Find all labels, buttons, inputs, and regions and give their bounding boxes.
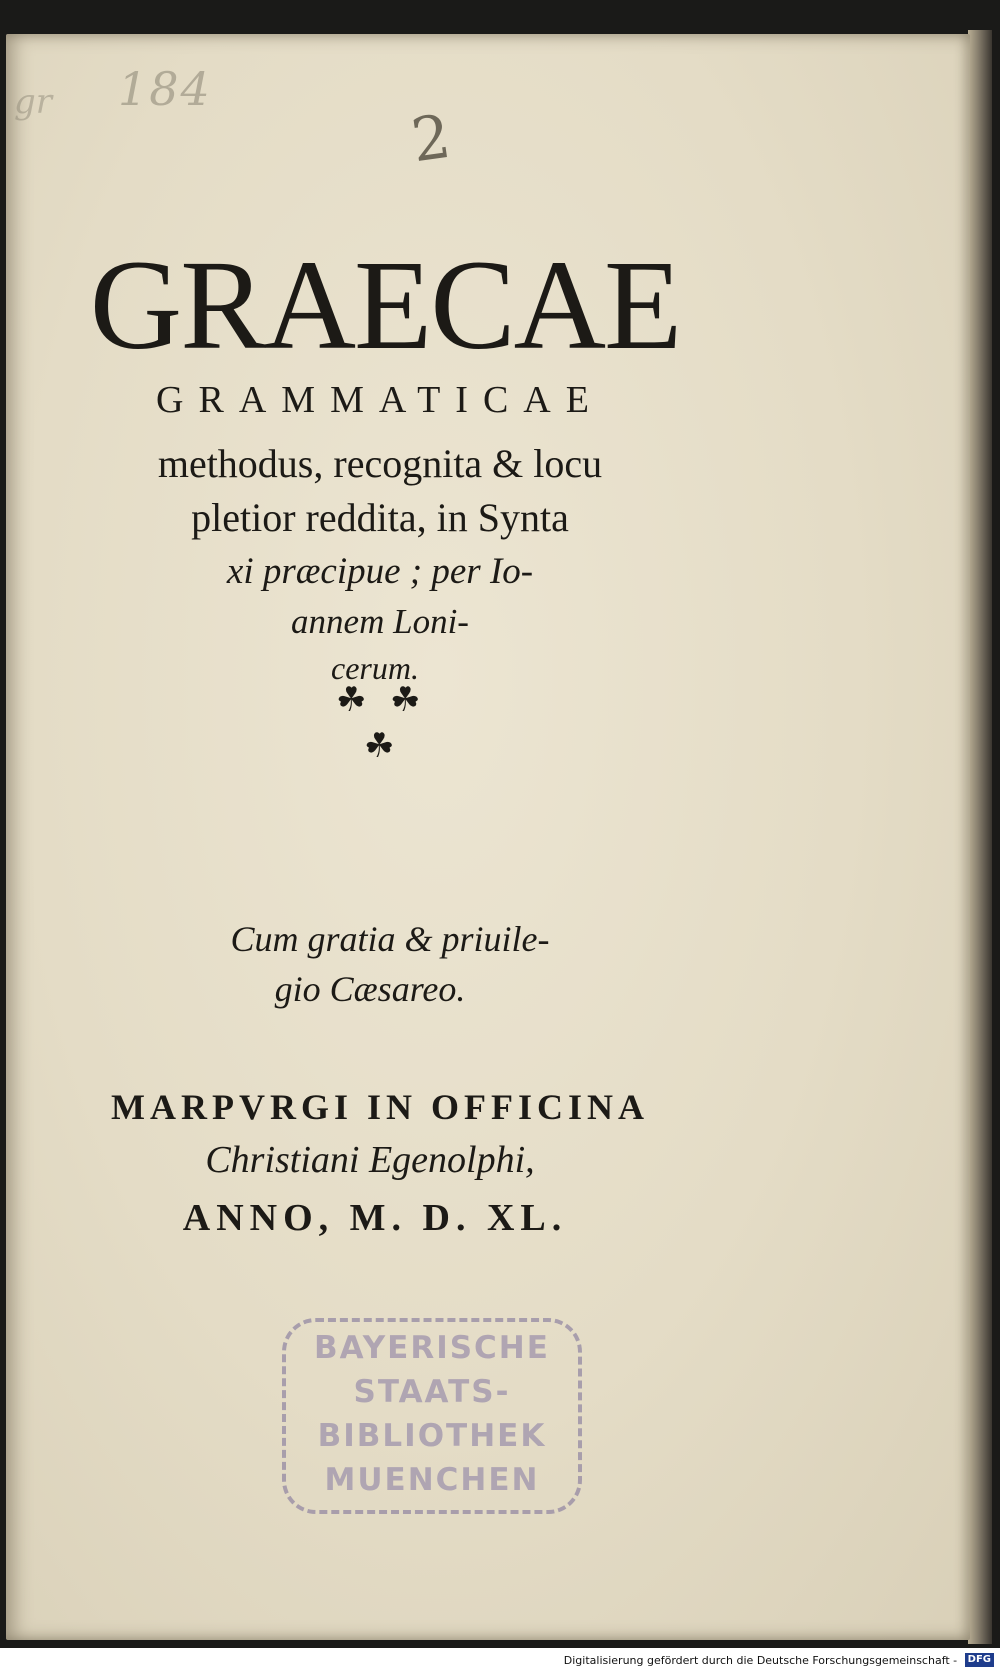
footer-text: Digitalisierung gefördert durch die Deutsche Forschungsgemeinschaft -: [563, 1653, 958, 1667]
dfg-logo-icon[interactable]: DFG: [965, 1653, 994, 1667]
title-line-2: GRAMMATICAE: [156, 379, 604, 421]
ornament-icon: ☘: [364, 728, 395, 765]
stamp-line-3: BIBLIOTHEK: [317, 1418, 547, 1454]
privilege-line-1: Cum gratia & priuile-: [230, 919, 550, 959]
ornament-icon: ☘: [390, 682, 421, 719]
pencil-prefix: gr: [14, 82, 53, 122]
stamp-line-1: BAYERISCHE: [314, 1330, 550, 1366]
book-edge: [968, 30, 992, 1644]
imprint-line-1: MARPVRGI IN OFFICINA: [111, 1087, 649, 1127]
privilege-line-2: gio Cæsareo.: [274, 969, 466, 1009]
pencil-shelfmark: 184: [118, 62, 212, 116]
imprint-line-2: Christiani Egenolphi,: [205, 1139, 535, 1181]
ink-number: 2: [407, 101, 455, 177]
stamp-line-4: MUENCHEN: [324, 1462, 540, 1498]
title-line-1: GRAECAE: [89, 234, 681, 376]
title-line-7: cerum.: [331, 650, 419, 686]
ornament-icon: ☘: [336, 682, 367, 719]
stamp-line-2: STAATS-: [353, 1374, 511, 1410]
title-line-4: pletior reddita, in Synta: [191, 495, 569, 540]
title-line-6: annem Loni-: [291, 602, 469, 641]
library-stamp: [282, 1318, 582, 1514]
title-line-5: xi præcipue ; per Io-: [226, 551, 534, 592]
footer-credit: [0, 1648, 1000, 1671]
title-line-3: methodus, recognita & locu: [157, 441, 603, 486]
imprint-line-3: ANNO, M. D. XL.: [182, 1197, 568, 1239]
